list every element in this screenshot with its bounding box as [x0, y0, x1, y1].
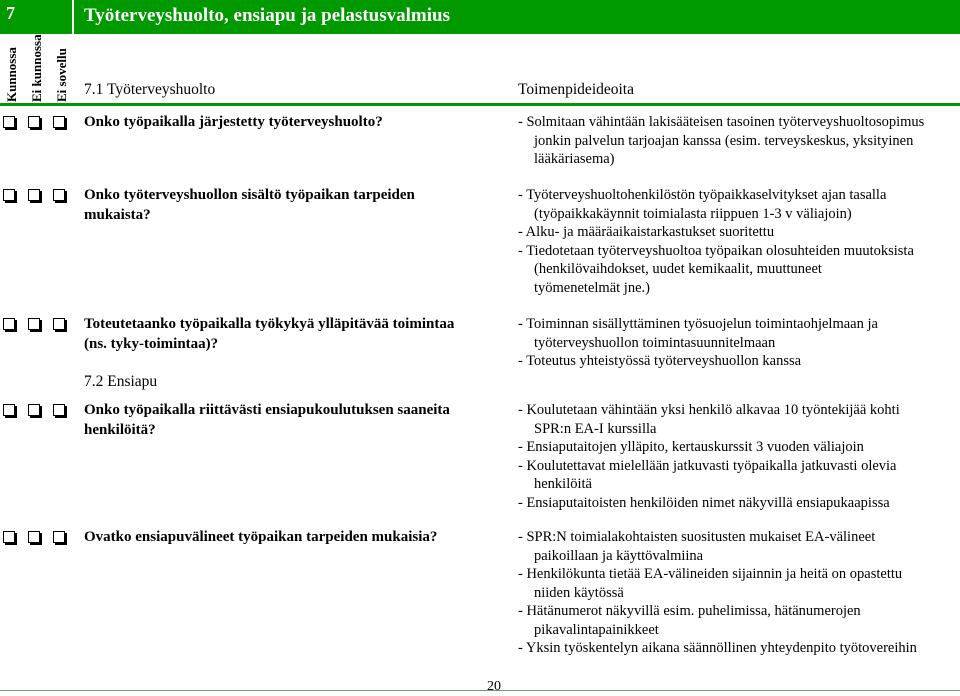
idea-line: - Alku- ja määräaikaistarkastukset suoritettu	[518, 224, 775, 240]
improvement-ideas	[518, 401, 958, 512]
chapter-number-cell	[0, 0, 74, 34]
status-column-not-ok: Ei kunnossa	[29, 34, 44, 102]
ideas-column-title: Toimenpideideoita	[518, 81, 634, 98]
checkbox-not-ok[interactable]	[28, 531, 40, 543]
checkbox-ok[interactable]	[3, 318, 15, 330]
question-line: Onko työpaikalla järjestetty työterveyshuolto?	[84, 114, 383, 130]
question-line: Onko työterveyshuollon sisältö työpaikan tarpeiden	[84, 187, 415, 203]
checkbox-not-ok[interactable]	[28, 318, 40, 330]
question-line: Ovatko ensiapuvälineet työpaikan tarpeiden mukaisia?	[84, 529, 438, 545]
idea-line: SPR:n EA-I kurssilla	[534, 420, 657, 437]
idea-line: - Työterveyshuoltohenkilöstön työpaikkaselvitykset ajan tasalla	[518, 187, 887, 203]
question-line: Onko työpaikalla riittävästi ensiapukoulutuksen saaneita	[84, 402, 450, 418]
idea-line: pikavalintapainikkeet	[534, 621, 659, 638]
idea-line: - SPR:N toimialakohtaisten suositusten mukaiset EA-välineet	[518, 529, 876, 545]
idea-line: - Yksin työskentelyn aikana säännöllinen yhteydenpito työtovereihin	[518, 640, 917, 656]
checkbox-na[interactable]	[53, 189, 65, 201]
chapter-header	[0, 0, 960, 34]
checklist-question	[84, 400, 484, 440]
checkbox-not-ok[interactable]	[28, 116, 40, 128]
checkbox-na[interactable]	[53, 318, 65, 330]
idea-line: jonkin palvelun tarjoajan kanssa (esim. terveyskeskus, yksityinen	[534, 132, 914, 149]
section-title-first-aid: 7.2 Ensiapu	[84, 373, 158, 390]
question-line: henkilöitä?	[84, 422, 156, 438]
idea-line: paikoillaan ja käyttövalmiina	[534, 547, 704, 564]
checklist-question	[84, 112, 484, 132]
footer-line	[0, 690, 960, 691]
idea-line: työterveyshuollon toimintasuunnitelmaan	[534, 334, 776, 351]
idea-line: (työpaikkakäynnit toimialasta riippuen 1-3 v väliajoin)	[534, 205, 852, 222]
improvement-ideas	[518, 315, 958, 371]
idea-line: lääkäriasema)	[534, 151, 615, 167]
section-title-occupational-health: 7.1 Työterveyshuolto	[84, 81, 216, 98]
checklist-question	[84, 185, 484, 225]
idea-line: - Koulutettavat mielellään jatkuvasti työpaikalla jatkuvasti olevia	[518, 457, 897, 474]
idea-line: - Ensiaputaitoisten henkilöiden nimet näkyvillä ensiapukaapissa	[518, 494, 890, 511]
checkbox-na[interactable]	[53, 116, 65, 128]
idea-line: - Tiedotetaan työterveyshuoltoa työpaikan olosuhteiden muutoksista	[518, 242, 914, 259]
checklist-question	[84, 527, 484, 547]
improvement-ideas	[518, 113, 958, 169]
checkbox-ok[interactable]	[3, 189, 15, 201]
checkbox-ok[interactable]	[3, 404, 15, 416]
chapter-title: Työterveyshuolto, ensiapu ja pelastusvalmius	[84, 5, 450, 26]
page-number: 20	[487, 679, 501, 694]
idea-line: henkilöitä	[534, 476, 592, 492]
checklist-question	[84, 314, 484, 354]
checkbox-ok[interactable]	[3, 116, 15, 128]
idea-line: - Koulutetaan vähintään yksi henkilö alkavaa 10 työntekijää kohti	[518, 402, 900, 418]
improvement-ideas	[518, 528, 958, 658]
idea-line: - Hätänumerot näkyvillä esim. puhelimissa, hätänumerojen	[518, 603, 861, 619]
divider	[0, 103, 960, 106]
checkbox-na[interactable]	[53, 404, 65, 416]
idea-line: työmenetelmät jne.)	[534, 279, 650, 296]
checkbox-not-ok[interactable]	[28, 404, 40, 416]
idea-line: - Toiminnan sisällyttäminen työsuojelun toimintaohjelmaan ja	[518, 316, 878, 332]
checkbox-not-ok[interactable]	[28, 189, 40, 201]
status-column-ok: Kunnossa	[4, 47, 19, 102]
idea-line: niiden käytössä	[534, 584, 624, 601]
checkbox-ok[interactable]	[3, 531, 15, 543]
idea-line: - Henkilökunta tietää EA-välineiden sijainnin ja heitä on opastettu	[518, 566, 903, 582]
status-column-na: Ei sovellu	[54, 48, 69, 102]
improvement-ideas	[518, 186, 958, 297]
idea-line: - Solmitaan vähintään lakisääteisen tasoinen työterveyshuoltosopimus	[518, 114, 925, 130]
question-line: Toteutetaanko työpaikalla työkykyä ylläpitävää toimintaa	[84, 316, 455, 332]
idea-line: (henkilövaihdokset, uudet kemikaalit, muuttuneet	[534, 261, 822, 277]
checkbox-na[interactable]	[53, 531, 65, 543]
chapter-number: 7	[6, 3, 15, 23]
idea-line: - Ensiaputaitojen ylläpito, kertauskurssit 3 vuoden väliajoin	[518, 439, 864, 455]
question-line: (ns. tyky-toimintaa)?	[84, 336, 219, 352]
question-line: mukaista?	[84, 207, 151, 223]
idea-line: - Toteutus yhteistyössä työterveyshuollon kanssa	[518, 353, 802, 369]
